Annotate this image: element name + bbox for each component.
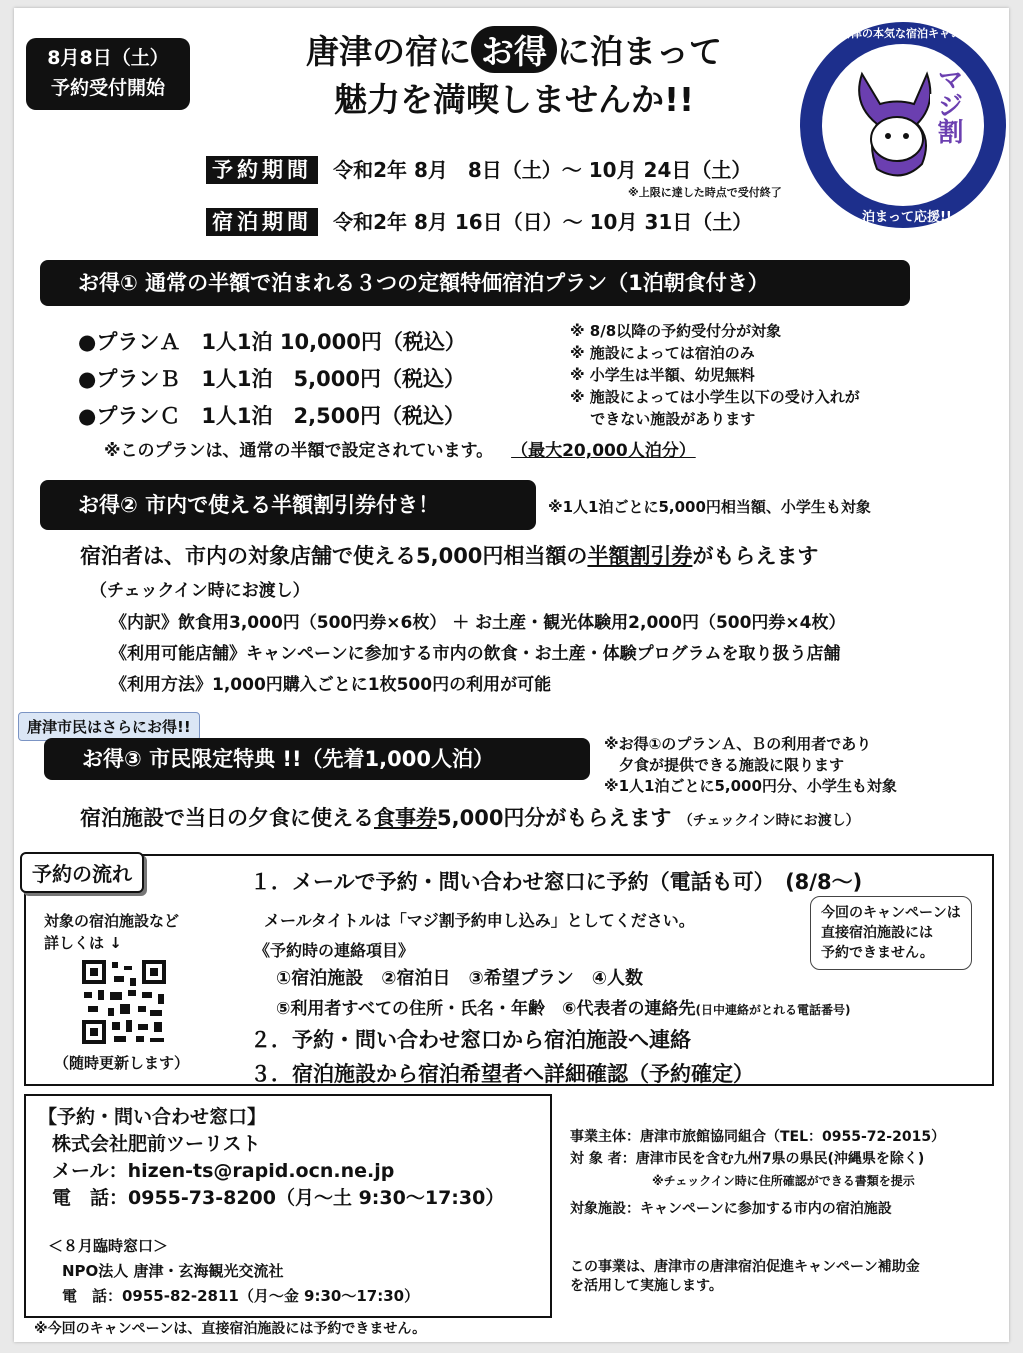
logo-name: マジ割: [933, 66, 963, 144]
contact-august: [48, 1234, 419, 1309]
qr-caption: 対象の宿泊施設など 詳しくは ↓: [44, 912, 180, 952]
flow-step1: １．メールで予約・問い合わせ窓口に予約（電話も可） (8/8～): [250, 870, 863, 894]
citizen-tag: 唐津市民はさらにお得!!: [18, 712, 200, 741]
headline-line2: 魅力を満喫しませんか!!: [333, 80, 695, 119]
deal1-notes: ※ 8/8以降の予約受付分が対象 ※ 施設によっては宿泊のみ ※ 小学生は半額、幼児無料 ※ 施設によっては小学生以下の受け入れが できない施設があります: [570, 322, 860, 428]
contact-tel[interactable]: 電 話：0955-73-8200（月～土 9:30～17:30）: [52, 1187, 505, 1209]
deal1-footer: ※このプランは、通常の半額で設定されています。 （最大20,000人泊分）: [104, 441, 696, 461]
items-line2: ⑤利用者すべての住所・氏名・年齢 ⑥代表者の連絡先(日中連絡がとれる電話番号): [276, 999, 851, 1019]
contact-head: 【予約・問い合わせ窓口】: [38, 1106, 267, 1128]
deal3-main: 宿泊施設で当日の夕食に使える食事券5,000円分がもらえます （チェックイン時にお渡し）: [80, 806, 860, 830]
flow-step2: ２．予約・問い合わせ窓口から宿泊施設へ連絡: [250, 1028, 691, 1052]
headline-highlight: お得: [471, 26, 557, 73]
items-line1: ①宿泊施設 ②宿泊日 ③希望プラン ④人数: [276, 968, 643, 989]
flow-title: 予約の流れ: [20, 852, 144, 893]
stay-period-label: 宿泊期間: [206, 208, 318, 236]
deal2-header: お得② 市内で使える半額割引券付き！: [40, 480, 536, 530]
deal2-sub: （チェックイン時にお渡し）: [90, 581, 310, 601]
reserve-period-label: 予約期間: [206, 156, 318, 184]
start-date-badge: [26, 38, 190, 110]
subsidy-note: この事業は、唐津市の唐津宿泊促進キャンペーン補助金 を活用して実施します。: [570, 1259, 920, 1294]
stay-period-value: 令和2年 8月 16日（日）～ 10月 31日（土）: [333, 210, 753, 234]
deal3-notes: ※お得①のプランＡ、Ｂの利用者であり 夕食が提供できる施設に限ります ※1人1泊ごとに5,000円分、小学生も対象: [604, 735, 897, 795]
qr-update-note: （随時更新します）: [54, 1054, 190, 1072]
deal1-plans: [78, 324, 466, 435]
deal2-side-note: ※1人1泊ごとに5,000円相当額、小学生も対象: [548, 498, 871, 516]
mail-title-note: メールタイトルは「マジ割予約申し込み」としてください。: [264, 911, 695, 930]
project-info: 事業主体：唐津市旅館協同組合（TEL：0955-72-2015） 対 象 者：唐津市民を含む九州7県の県民(沖縄県を除く) ※チェックイン時に住所確認ができる書類を提示 対象施設：キャンペーンに参加する市内の宿泊施設: [570, 1129, 946, 1217]
reserve-period: [206, 154, 751, 184]
badge-text: 予約受付開始: [50, 77, 165, 99]
deal2-details: 《内訳》飲食用3,000円（500円券×6枚） ＋ お土産・観光体験用2,000円（500円券×4枚） 《利用可能店舗》キャンペーンに参加する市内の飲食・お土産・体験プログラムを取り扱う店舗 《利用方法》1,000円購入ごとに1枚500円の利用が可能: [110, 613, 846, 695]
deal1-header: お得① 通常の半額で泊まれる３つの定額特価宿泊プラン（1泊朝食付き）: [40, 260, 910, 306]
reservation-warning-bubble: 今回のキャンペーンは 直接宿泊施設には 予約できません。: [810, 896, 972, 970]
deal3-header: お得③ 市民限定特典 !!（先着1,000人泊）: [44, 738, 590, 780]
flow-step3: ３．宿泊施設から宿泊希望者へ詳細確認（予約確定）: [250, 1062, 754, 1086]
flyer-page: [14, 8, 1009, 1342]
logo-arc-top: 唐津の本気な宿泊キャンペーン: [840, 27, 994, 40]
deal2-main: 宿泊者は、市内の対象店舗で使える5,000円相当額の半額割引券がもらえます: [80, 544, 819, 568]
logo-arc-bottom: 泊まって応援!!: [862, 210, 952, 225]
reserve-period-value: 令和2年 8月 8日（土）～ 10月 24日（土）: [333, 158, 752, 182]
plan-c: ●プランＣ 1人1泊 2,500円（税込）: [78, 404, 465, 428]
plan-b: ●プランＢ 1人1泊 5,000円（税込）: [78, 367, 465, 391]
august-tel[interactable]: 電 話：0955-82-2811（月～金 9:30～17:30）: [62, 1287, 420, 1305]
august-org: NPO法人 唐津・玄海観光交流社: [62, 1262, 284, 1280]
items-head: 《予約時の連絡項目》: [254, 941, 415, 960]
footnote: ※今回のキャンペーンは、直接宿泊施設には予約できません。: [34, 1321, 427, 1337]
plan-a: ●プランＡ 1人1泊 10,000円（税込）: [78, 330, 466, 354]
stay-period: [206, 206, 752, 236]
contact-company: 株式会社肥前ツーリスト: [52, 1133, 261, 1155]
badge-date: 8月8日（土）: [47, 47, 169, 69]
reserve-period-note: ※上限に達した時点で受付終了: [628, 186, 782, 199]
campaign-logo: [800, 22, 1006, 228]
contact-main: [38, 1104, 504, 1212]
august-head: ＜８月臨時窓口＞: [48, 1237, 169, 1255]
headline-line1: 唐津の宿に お得 に泊まって: [234, 26, 794, 73]
qr-code-icon[interactable]: [80, 958, 168, 1046]
contact-mail[interactable]: メール：hizen-ts@rapid.ocn.ne.jp: [52, 1160, 395, 1182]
